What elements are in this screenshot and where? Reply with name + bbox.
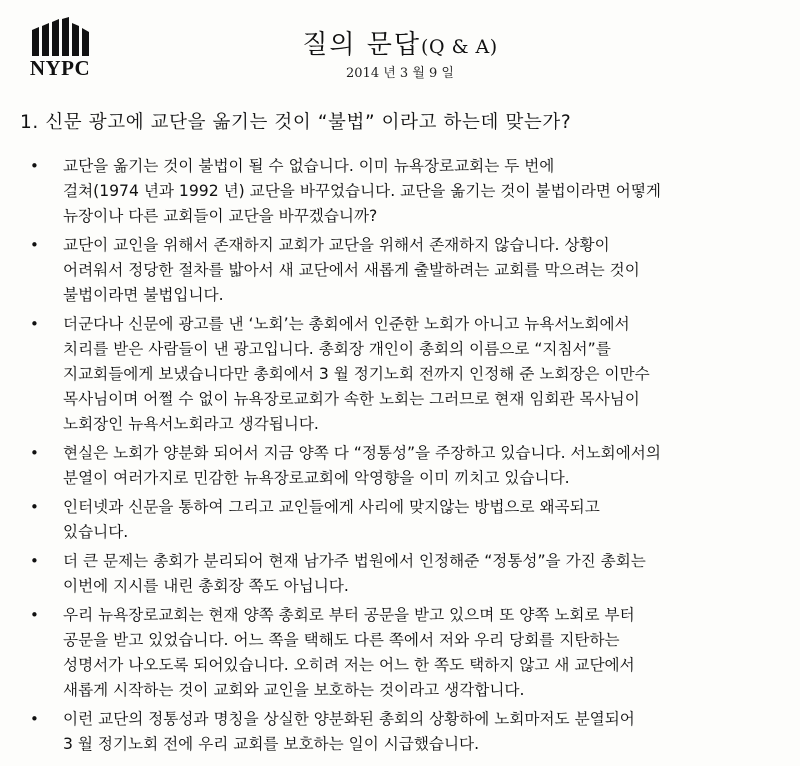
page-title [0,24,800,61]
answer-item [30,603,790,703]
answer-line: 3 월 정기노회 전에 우리 교회를 보호하는 일이 시급했습니다. [63,735,480,753]
answer-line: 노회장인 뉴욕서노회라고 생각됩니다. [63,415,319,433]
answer-line: 분열이 여러가지로 민감한 뉴욕장로교회에 악영향을 이미 끼치고 있습니다. [63,469,570,487]
answer-item [30,312,790,437]
title-main: 질의 문답 [302,30,422,60]
question-heading: 1. 신문 광고에 교단을 옮기는 것이 “불법” 이라고 하는데 맞는가? [20,112,572,133]
answer-line: 치리를 받은 사람들이 낸 광고입니다. 총회장 개인이 총회의 이름으로 “지침서”를 [63,340,611,358]
answer-line: 인터넷과 신문을 통하여 그리고 교인들에게 사리에 맞지않는 방법으로 왜곡되고 [63,498,600,516]
bullet-icon: • [30,157,39,175]
answer-line: 더군다나 신문에 광고를 낸 ‘노회’는 총회에서 인준한 노회가 아니고 뉴욕서노회에서 [63,315,630,333]
answer-item [30,233,790,308]
title-sub: (Q & A) [421,36,498,58]
bullet-icon: • [30,315,39,333]
answer-line: 더 큰 문제는 총회가 분리되어 현재 남가주 법원에서 인정해준 “정통성”을 가진 총회는 [63,552,646,570]
answer-line: 걸쳐(1974 년과 1992 년) 교단을 바꾸었습니다. 교단을 옮기는 것이 불법이라면 어떻게 [63,182,661,200]
answer-line: 교단이 교인을 위해서 존재하지 교회가 교단을 위해서 존재하지 않습니다. 상황이 [63,236,610,254]
document-date: 2014 년 3 월 9 일 [346,66,454,81]
answer-line: 있습니다. [63,523,129,541]
answer-line: 성명서가 나오도록 되어있습니다. 오히려 저는 어느 한 쪽도 택하지 않고 새 교단에서 [63,656,635,674]
answer-item [30,495,790,545]
answer-line: 지교회들에게 보냈습니다만 총회에서 3 월 정기노회 전까지 인정해 준 노회장은 이만수 [63,365,650,383]
answer-line: 현실은 노회가 양분화 되어서 지금 양쪽 다 “정통성”을 주장하고 있습니다. 서노회에서의 [63,444,661,462]
bullet-icon: • [30,710,39,728]
answer-line: 공문을 받고 있었습니다. 어느 쪽을 택해도 다른 쪽에서 저와 우리 당회를 지탄하는 [63,631,620,649]
answer-item [30,549,790,599]
answer-line: 새롭게 시작하는 것이 교회와 교인을 보호하는 것이라고 생각합니다. [63,681,525,699]
bullet-icon: • [30,498,39,516]
answer-line: 어려워서 정당한 절차를 밟아서 새 교단에서 새롭게 출발하려는 교회를 막으려는 것이 [63,261,640,279]
answer-line: 목사님이며 어쩔 수 없이 뉴욕장로교회가 속한 노회는 그러므로 현재 임회관 목사님이 [63,390,640,408]
answer-line: 우리 뉴욕장로교회는 현재 양쪽 총회로 부터 공문을 받고 있으며 또 양쪽 노회로 부터 [63,606,635,624]
answer-item [30,707,790,757]
bullet-icon: • [30,552,39,570]
answer-item [30,441,790,491]
answer-list [30,154,790,761]
answer-line: 뉴장이나 다른 교회들이 교단을 바꾸겠습니까? [63,207,378,225]
answer-item [30,154,790,229]
bullet-icon: • [30,236,39,254]
answer-line: 이번에 지시를 내린 총회장 쪽도 아닙니다. [63,577,349,595]
answer-line: 교단을 옮기는 것이 불법이 될 수 없습니다. 이미 뉴욕장로교회는 두 번에 [63,157,555,175]
bullet-icon: • [30,444,39,462]
bullet-icon: • [30,606,39,624]
logo-text: NYPC [29,56,91,80]
answer-line: 이런 교단의 정통성과 명칭을 상실한 양분화된 총회의 상황하에 노회마저도 분열되어 [63,710,635,728]
answer-line: 불법이라면 불법입니다. [63,286,224,304]
